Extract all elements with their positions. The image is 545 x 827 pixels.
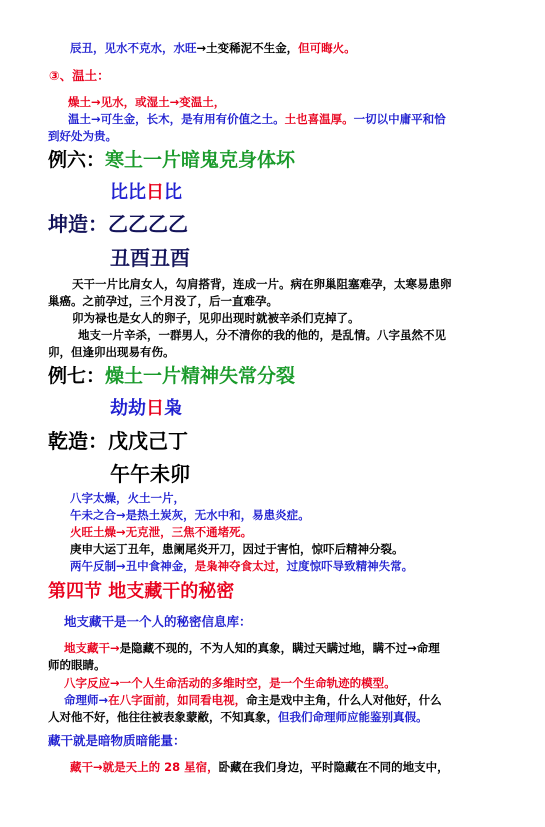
earthly-branches-6: 丑酉丑酉 (110, 246, 190, 270)
heading-warm-earth: ③、温土： (49, 68, 110, 83)
line-s4-cont (48, 709, 428, 725)
line-s2-cont: 师的眼睛。 (48, 658, 106, 672)
line-s3: 八字反应→一个人生命活动的多维时空，是一个生命轨迹的模型。 (64, 676, 396, 690)
line-s1: 地支藏干是一个人的秘密信息库： (64, 614, 252, 629)
text-segment: 土也喜温厚。 (284, 112, 354, 126)
text-segment: 但可晦火。 (298, 41, 356, 55)
kun-chart-stems (48, 212, 188, 236)
para-3-cont: 卯，但逢卯出现易有伤。 (48, 345, 175, 359)
example-title: 燥土一片精神失常分裂 (105, 365, 296, 387)
line-dry-earth: 燥土→见水，或湿土→变温土， (68, 95, 226, 109)
text-segment: 但我们命理师应能鉴别真假。 (278, 710, 428, 724)
line-warm-earth (68, 111, 446, 127)
line-q4: 庚申大运丁丑年，患阑尾炎开刀，因过于害怕，惊吓后精神分裂。 (70, 542, 404, 556)
text-segment: 火旺土燥→无克泄， (70, 525, 172, 539)
text-segment: 在八字面前，如同看电视， (108, 693, 247, 707)
day-master-text: 日 (146, 398, 164, 419)
line-s4 (64, 692, 442, 708)
text-segment: 一切以中庸平和恰 (353, 112, 446, 126)
example-title: 寒土一片暗鬼克身体坏 (105, 149, 296, 171)
text-segment: 三焦不通堵死。 (171, 525, 253, 539)
text-segment: 是枭神夺食太过， (194, 559, 287, 573)
gods-text: 比比 (110, 182, 146, 203)
text-segment: 温土→可生金，长木，是有用有价值之土。 (68, 112, 285, 126)
line-s5: 藏干就是暗物质暗能量： (48, 733, 186, 748)
section-4-heading: 第四节 地支藏干的秘密 (48, 581, 235, 602)
line-q2: 午未之合→是热土炭灰，无水中和，易患炎症。 (70, 508, 310, 522)
line-s2 (64, 640, 440, 656)
line-q1: 八字太燥，火土一片， (70, 491, 185, 505)
earthly-branches-7: 午午未卯 (110, 462, 190, 486)
gods-text: 比 (164, 182, 182, 203)
line-q3 (70, 524, 252, 540)
para-2: 卯为禄也是女人的卵子，见卯出现时就被辛杀们克掉了。 (72, 311, 360, 325)
text-segment: 过度惊吓导致精神失常。 (286, 559, 414, 573)
line-warm-earth-cont: 到好处为贵。 (48, 129, 117, 143)
heavenly-stems: 戊戊己丁 (108, 429, 188, 453)
text-segment: 命理师→ (64, 693, 109, 707)
qian-chart-stems (48, 429, 188, 453)
example-7-title (48, 364, 295, 388)
text-segment: 辰丑，见水不克水，水旺 (70, 41, 197, 55)
para-1-cont: 巢癌。之前孕过，三个月没了，后一直难孕。 (48, 294, 278, 308)
gods-row-7 (110, 397, 182, 421)
gods-text: 劫劫 (110, 398, 146, 419)
text-segment: →土变稀泥不生金， (196, 41, 299, 55)
text-segment: 两午反制→丑中食神金， (70, 559, 195, 573)
example-label: 例七： (48, 365, 106, 387)
example-6-title (48, 148, 295, 172)
line-chen-chou (70, 40, 356, 56)
text-segment: 卧藏在我们身边，平时隐藏在不同的地支中， (218, 760, 449, 774)
text-segment: 地支藏干→ (64, 641, 120, 655)
text-segment: 是隐藏不现的，不为人知的真象，瞒过天瞒过地，瞒不过→命理 (119, 641, 440, 655)
heavenly-stems: 乙乙乙乙 (108, 212, 188, 236)
text-segment: 藏干→就是天上的 28 星宿， (70, 760, 219, 774)
line-s6 (70, 759, 449, 775)
line-q5 (70, 558, 413, 574)
para-3: 地支一片辛杀，一群男人，分不清你的我的他的，是乱情。八字虽然不见 (78, 328, 446, 342)
text-segment: 人对他不好，他往往被表象蒙敝，不知真象， (48, 710, 278, 724)
example-label: 例六： (48, 149, 106, 171)
gods-row-6 (110, 181, 182, 205)
day-master-text: 日 (146, 182, 164, 203)
para-1: 天干一片比肩女人，勾肩搭背，连成一片。病在卵巢阻塞难孕，太寒易患卵 (72, 277, 452, 291)
gods-text: 枭 (164, 398, 182, 419)
chart-label: 坤造： (48, 212, 108, 236)
chart-label: 乾造： (48, 429, 108, 453)
text-segment: 命主是戏中主角，什么人对他好，什么 (246, 693, 442, 707)
